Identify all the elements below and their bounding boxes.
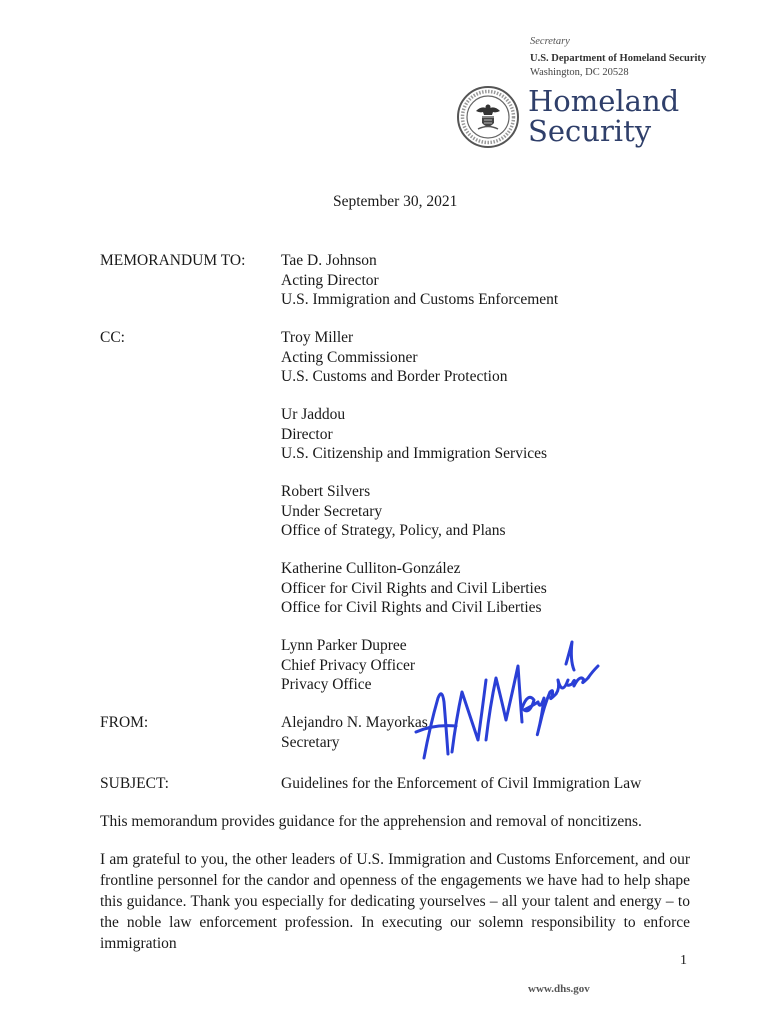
from-label: FROM: — [100, 714, 149, 731]
cc-name: Lynn Parker Dupree — [281, 637, 407, 654]
from-title: Secretary — [281, 733, 340, 751]
cc-recipient — [281, 636, 415, 695]
memo-date: September 30, 2021 — [333, 193, 458, 210]
signature-icon — [412, 636, 602, 768]
memo-to-agency: U.S. Immigration and Customs Enforcement — [281, 291, 559, 308]
cc-recipient — [281, 482, 506, 541]
body-paragraph: I am grateful to you, the other leaders of U.S. Immigration and Customs Enforcement, and our frontline personnel for the candor and openness of the engagements we have had to help shape this guidance. Thank you especially for dedicating yourselves – all your talent and energy – to the noble law enforcement profession. In executing our solemn responsibility to enforce immigration — [100, 851, 690, 952]
cc-title: Director — [281, 425, 333, 443]
memo-to-block — [281, 251, 558, 310]
page-number: 1 — [680, 953, 687, 968]
from-block — [281, 713, 428, 752]
body-paragraph: This memorandum provides guidance for the apprehension and removal of noncitizens. — [100, 813, 642, 830]
letterhead-location: Washington, DC 20528 — [530, 67, 629, 78]
cc-name: Ur Jaddou — [281, 406, 346, 423]
cc-title: Chief Privacy Officer — [281, 656, 415, 674]
cc-recipient — [281, 328, 507, 387]
footer-url: www.dhs.gov — [528, 983, 590, 995]
brand-line-1: Homeland — [528, 84, 680, 118]
cc-office: Privacy Office — [281, 676, 372, 693]
brand-wordmark — [528, 86, 679, 146]
cc-recipient — [281, 405, 547, 464]
cc-office: Office for Civil Rights and Civil Liberties — [281, 599, 542, 616]
cc-name: Katherine Culliton-González — [281, 560, 461, 577]
from-name: Alejandro N. Mayorkas — [281, 714, 428, 731]
subject-text: Guidelines for the Enforcement of Civil Immigration Law — [281, 775, 642, 792]
dhs-seal-icon — [456, 85, 520, 149]
cc-office: U.S. Customs and Border Protection — [281, 368, 508, 385]
cc-label: CC: — [100, 329, 125, 346]
cc-name: Robert Silvers — [281, 483, 371, 500]
cc-office: U.S. Citizenship and Immigration Services — [281, 445, 548, 462]
memo-to-label: MEMORANDUM TO: — [100, 252, 246, 269]
cc-name: Troy Miller — [281, 329, 354, 346]
cc-recipient — [281, 559, 547, 618]
cc-title: Under Secretary — [281, 502, 383, 520]
letterhead-department: U.S. Department of Homeland Security — [530, 53, 707, 64]
brand-line-2: Security — [528, 114, 652, 148]
memo-to-title: Acting Director — [281, 271, 379, 289]
cc-title: Acting Commissioner — [281, 348, 418, 366]
memo-to-name: Tae D. Johnson — [281, 252, 377, 269]
letterhead-office: Secretary — [530, 36, 570, 47]
subject-label: SUBJECT: — [100, 775, 169, 792]
cc-title: Officer for Civil Rights and Civil Liberties — [281, 579, 547, 597]
cc-office: Office of Strategy, Policy, and Plans — [281, 522, 506, 539]
